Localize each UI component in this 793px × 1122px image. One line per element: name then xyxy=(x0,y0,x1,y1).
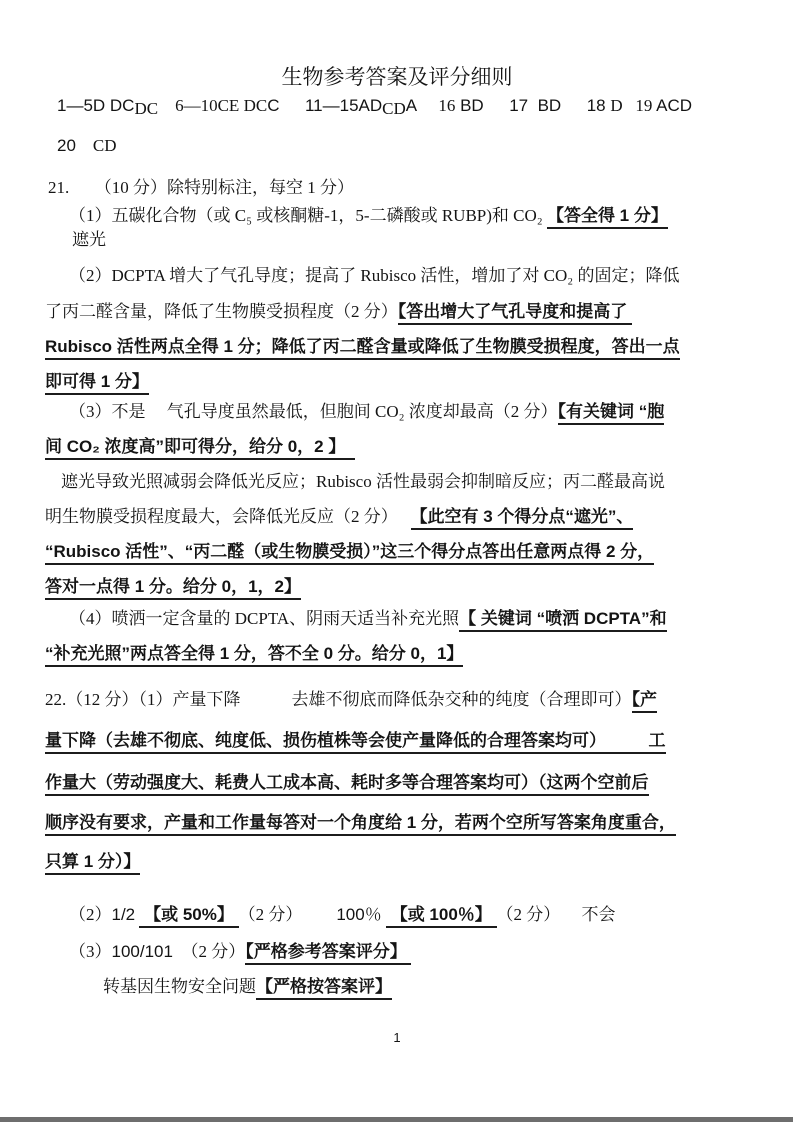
grading-note-segment: 【或 100％】 xyxy=(386,905,497,928)
grading-note-segment: 【 关键词 “喷洒 DCPTA”和 xyxy=(459,609,666,632)
text-line xyxy=(45,134,749,158)
text-segment: C xyxy=(267,96,280,115)
text-line xyxy=(45,540,749,564)
text-segment: 转基因生物安全问题 xyxy=(103,977,256,996)
text-segment: 遮光 xyxy=(72,230,106,249)
grading-note-segment: 即可得 1 分】 xyxy=(45,372,149,395)
text-segment: 17 BD xyxy=(509,96,562,115)
text-segment: 19 xyxy=(635,96,653,115)
text-segment: 遮光导致光照减弱会降低光反应；Rubisco 活性最弱会抑制暗反应；丙二醛最高说 xyxy=(61,472,665,491)
text-segment: CD xyxy=(382,99,406,118)
text-line xyxy=(45,811,749,835)
text-segment xyxy=(69,178,95,197)
text-line xyxy=(45,850,749,874)
text-line xyxy=(45,607,749,631)
text-segment: 21. xyxy=(48,178,70,197)
text-line xyxy=(45,505,749,529)
grading-note-segment: 【严格参考答案评分】 xyxy=(245,942,411,965)
text-segment xyxy=(158,96,175,115)
text-segment: 不会 xyxy=(560,905,616,924)
text-segment: （2 分） xyxy=(496,905,561,924)
text-line xyxy=(45,228,749,252)
text-segment: 11—15AD xyxy=(304,96,383,115)
grading-note-segment: 作量大（劳动强度大、耗费人工成本高、耗时多等合理答案均可）（这两个空前后 xyxy=(45,773,649,796)
grading-note-segment: “补充光照”两点答全得 1 分，答不全 0 分。给分 0，1】 xyxy=(45,644,463,667)
text-segment: 1—5D DC xyxy=(57,96,135,115)
text-segment: DC xyxy=(134,99,159,118)
text-line xyxy=(45,940,749,964)
text-segment: D xyxy=(610,96,623,115)
text-line xyxy=(45,370,749,394)
text-segment: （3）不是 气孔导度虽然最低，但胞间 CO₂ 浓度却最高（2 分） xyxy=(69,402,558,421)
grading-note-segment: 【严格按答案评】 xyxy=(256,977,392,1000)
text-segment: （2）DCPTA 增大了气孔导度；提高了 Rubisco 活性，增加了对 CO₂ 的固定；降低 xyxy=(69,266,680,285)
text-segment: 100/101 xyxy=(111,942,173,961)
text-line xyxy=(45,771,749,795)
text-line xyxy=(45,975,749,999)
text-segment xyxy=(561,96,587,115)
text-line xyxy=(45,94,749,118)
grading-note-segment: 【产 xyxy=(632,690,658,713)
text-segment: CD xyxy=(92,136,117,155)
text-segment: （2） xyxy=(69,905,112,924)
text-line xyxy=(45,300,749,324)
text-line xyxy=(45,176,749,200)
text-line xyxy=(45,903,749,927)
text-line xyxy=(45,729,749,753)
page-bottom-edge xyxy=(0,1117,793,1122)
grading-note-segment: “Rubisco 活性”、“丙二醛（或生物膜受损）”这三个得分点答出任意两点得 2 分， xyxy=(45,542,654,565)
grading-note-segment: 只算 1 分）】 xyxy=(45,852,140,875)
text-line xyxy=(45,400,749,424)
text-line xyxy=(45,335,749,359)
grading-note-segment: Rubisco 活性两点全得 1 分；降低了丙二醛含量或降低了生物膜受损程度，答出一点 xyxy=(45,337,680,360)
text-segment: （2 分） xyxy=(238,905,303,924)
text-segment xyxy=(417,96,438,115)
text-segment: 18 xyxy=(586,96,611,115)
text-segment: ％ xyxy=(364,905,386,924)
grading-note-segment: 顺序没有要求，产量和工作量每答对一个角度给 1 分，若两个空所写答案角度重合， xyxy=(45,813,676,836)
text-segment xyxy=(623,96,636,115)
text-line xyxy=(45,688,749,712)
text-line xyxy=(45,575,749,599)
grading-note-segment: 【答出增大了气孔导度和提高了 xyxy=(398,302,632,325)
text-segment: （10 分）除特别标注，每空 1 分） xyxy=(94,178,354,197)
text-line xyxy=(45,642,749,666)
document-body xyxy=(45,94,749,999)
grading-note-segment: 量下降（去雄不彻底、纯度低、损伤植株等会使产量降低的合理答案均可） 工 xyxy=(45,731,666,754)
grading-note-segment: 间 CO₂ 浓度高”即可得分，给分 0，2 】 xyxy=(45,437,355,460)
grading-note-segment: 【或 50%】 xyxy=(139,905,238,928)
text-segment: 了丙二醛含量，降低了生物膜受损程度（2 分） xyxy=(45,302,398,321)
text-segment: A xyxy=(405,96,418,115)
text-segment xyxy=(484,96,510,115)
text-line xyxy=(45,470,749,494)
text-line xyxy=(45,204,749,228)
text-segment: 明生物膜受损程度最大，会降低光反应（2 分） xyxy=(45,507,411,526)
text-line xyxy=(45,435,749,459)
text-segment: （2 分） xyxy=(172,942,246,961)
grading-note-segment: 答对一点得 1 分。给分 0，1，2】 xyxy=(45,577,301,600)
text-segment: 16 xyxy=(438,96,456,115)
grading-note-segment: 【答全得 1 分】 xyxy=(547,206,668,229)
text-segment: （3） xyxy=(69,942,112,961)
text-segment xyxy=(76,136,93,155)
text-segment: 100 xyxy=(336,905,365,924)
grading-note-segment: 【有关键词 “胞 xyxy=(558,402,665,425)
text-segment: 20 xyxy=(57,136,76,155)
page-title: 生物参考答案及评分细则 xyxy=(281,65,513,89)
text-segment: 22.（12 分）（1）产量下降 去雄不彻底而降低杂交种的纯度（合理即可） xyxy=(45,690,632,709)
page-number: 1 xyxy=(393,1030,401,1045)
text-segment: ACD xyxy=(652,96,693,115)
text-segment xyxy=(279,96,305,115)
text-segment xyxy=(302,905,336,924)
text-segment: BD xyxy=(455,96,484,115)
text-segment: 6—10CE DC xyxy=(175,96,268,115)
text-line xyxy=(45,264,749,288)
text-segment: （1）五碳化合物（或 C₅ 或核酮糖-1，5-二磷酸或 RUBP)和 CO₂ xyxy=(69,206,547,225)
grading-note-segment: 【此空有 3 个得分点“遮光”、 xyxy=(411,507,634,530)
text-segment: 1/2 xyxy=(111,905,136,924)
text-segment: （4）喷洒一定含量的 DCPTA、阴雨天适当补充光照 xyxy=(69,609,460,628)
